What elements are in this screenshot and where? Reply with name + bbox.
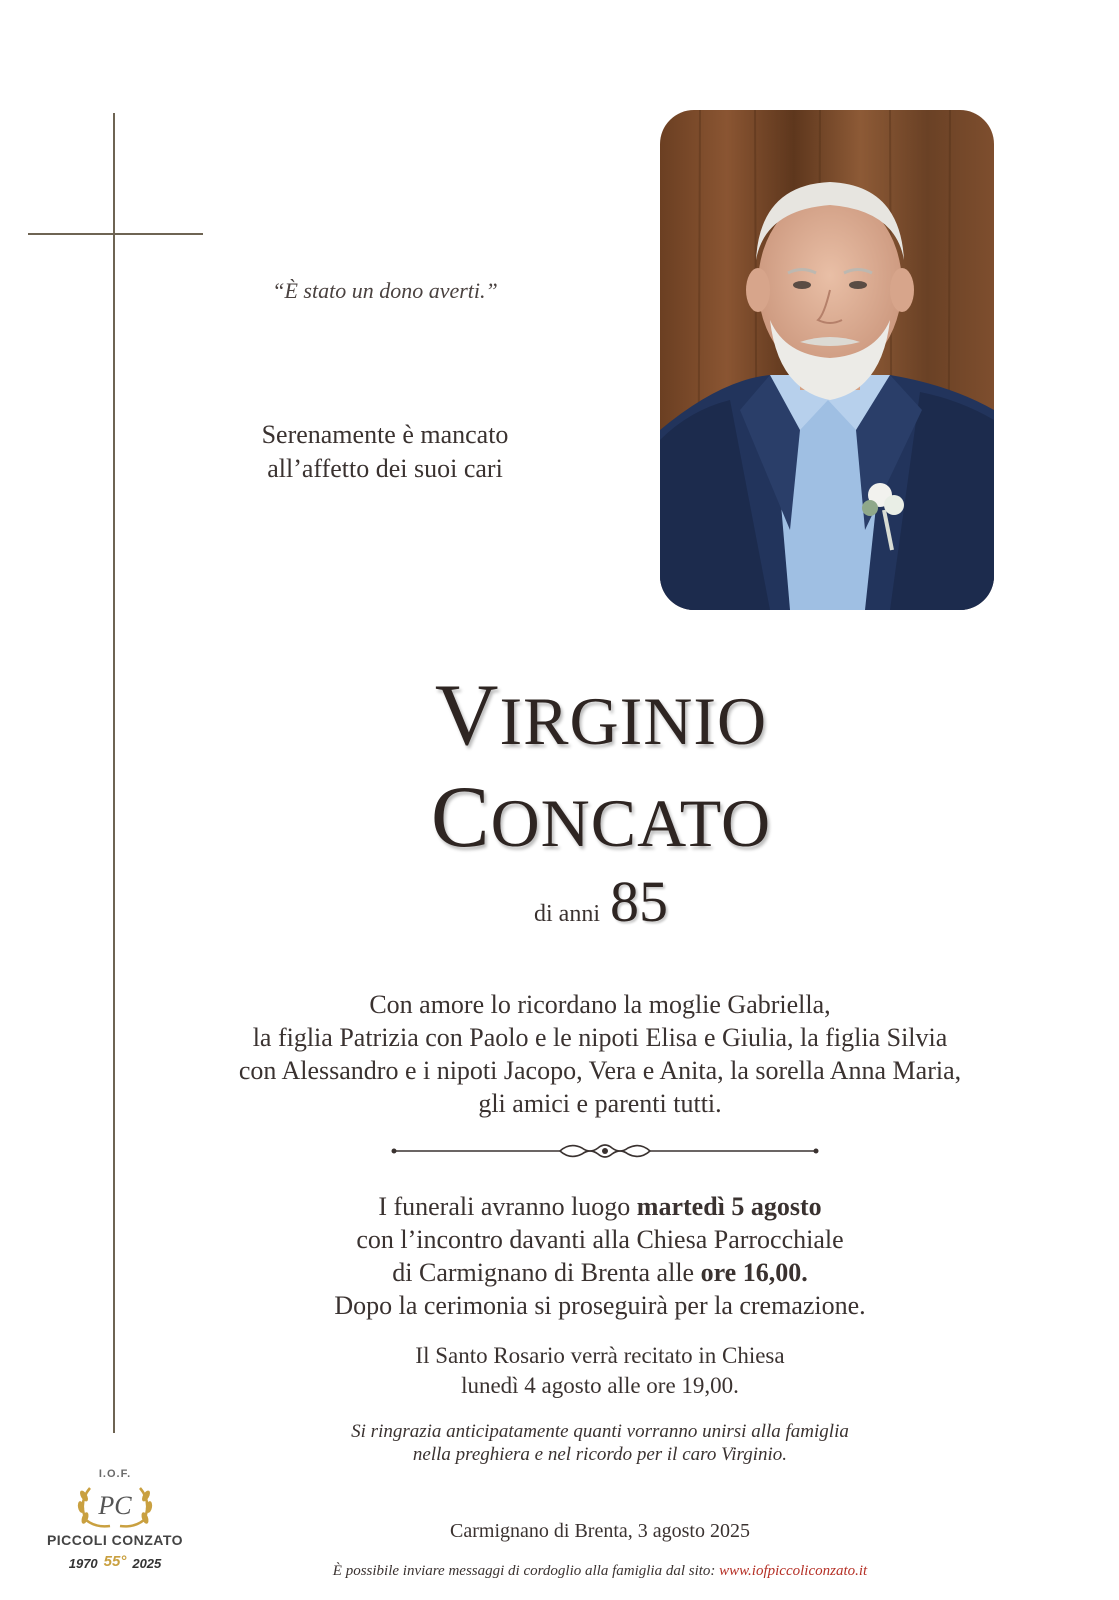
family-line-2: la figlia Patrizia con Paolo e le nipoti Elisa e Giulia, la figlia Silvia — [252, 1023, 948, 1052]
thanks-note — [210, 1420, 990, 1466]
funeral-line-1-text: I funerali avranno luogo — [378, 1192, 637, 1221]
family-mourners — [170, 988, 1030, 1120]
portrait-photo — [660, 110, 994, 610]
first-name-initial: V — [434, 667, 500, 764]
funeral-line-3 — [170, 1256, 1030, 1289]
epitaph-quote: “È stato un dono averti.” — [272, 278, 498, 303]
age-row — [0, 868, 1119, 935]
funeral-date: martedì 5 agosto — [636, 1192, 822, 1221]
first-name-rest: IRGINIO — [499, 683, 768, 759]
website-link[interactable]: www.iofpiccoliconzato.it — [719, 1563, 868, 1579]
logo-name: PICCOLI CONZATO — [46, 1532, 184, 1548]
condolence-footer — [170, 1563, 1030, 1580]
funeral-line-1 — [170, 1190, 1030, 1223]
deceased-first-name — [0, 668, 1119, 769]
footer-message: È possibile inviare messaggi di cordoglio alla famiglia dal sito: — [332, 1563, 720, 1579]
place-and-date: Carmignano di Brenta, 3 agosto 2025 — [450, 1520, 750, 1542]
announcement-intro — [200, 418, 570, 486]
family-line-3: con Alessandro e i nipoti Jacopo, Vera e Anita, la sorella Anna Maria, — [238, 1056, 962, 1085]
intro-line-2: all’affetto dei suoi cari — [267, 454, 503, 483]
rosary-line-2: lunedì 4 agosto alle ore 19,00. — [461, 1373, 739, 1398]
funeral-home-logo — [40, 1468, 190, 1588]
portrait-illustration — [660, 110, 994, 610]
funeral-line-3-text: di Carmignano di Brenta alle — [392, 1258, 701, 1287]
logo-year-end: 2025 — [132, 1556, 162, 1571]
age-value: 85 — [610, 869, 668, 934]
last-name-initial: C — [430, 769, 491, 866]
deceased-last-name — [0, 770, 1119, 871]
family-line-1: Con amore lo ricordano la moglie Gabriella, — [369, 990, 831, 1019]
intro-line-1: Serenamente è mancato — [261, 420, 509, 449]
funeral-details — [170, 1190, 1030, 1322]
rosary-line-1: Il Santo Rosario verrà recitato in Chiesa — [415, 1343, 785, 1368]
logo-top-text: I.O.F. — [98, 1468, 132, 1480]
cross-horizontal-bar — [28, 233, 203, 235]
logo-years — [40, 1553, 190, 1571]
funeral-time: ore 16,00. — [700, 1258, 808, 1287]
rosary-details — [250, 1341, 950, 1401]
funeral-line-2: con l’incontro davanti alla Chiesa Parrocchiale — [356, 1225, 844, 1254]
age-label: di anni — [534, 901, 600, 927]
thanks-line-1: Si ringrazia anticipatamente quanti vorranno unirsi alla famiglia — [351, 1421, 849, 1442]
thanks-line-2: nella preghiera e nel ricordo per il caro Virginio. — [412, 1444, 788, 1465]
logo-anniversary: 55° — [103, 1553, 127, 1570]
last-name-rest: ONCATO — [490, 785, 772, 861]
family-line-4: gli amici e parenti tutti. — [478, 1089, 722, 1118]
logo-year-start: 1970 — [68, 1556, 98, 1571]
ornamental-divider — [390, 1140, 820, 1162]
funeral-line-4: Dopo la cerimonia si proseguirà per la cremazione. — [334, 1291, 866, 1320]
laurel-monogram-icon — [70, 1480, 160, 1530]
logo-monogram: PC — [98, 1491, 132, 1520]
